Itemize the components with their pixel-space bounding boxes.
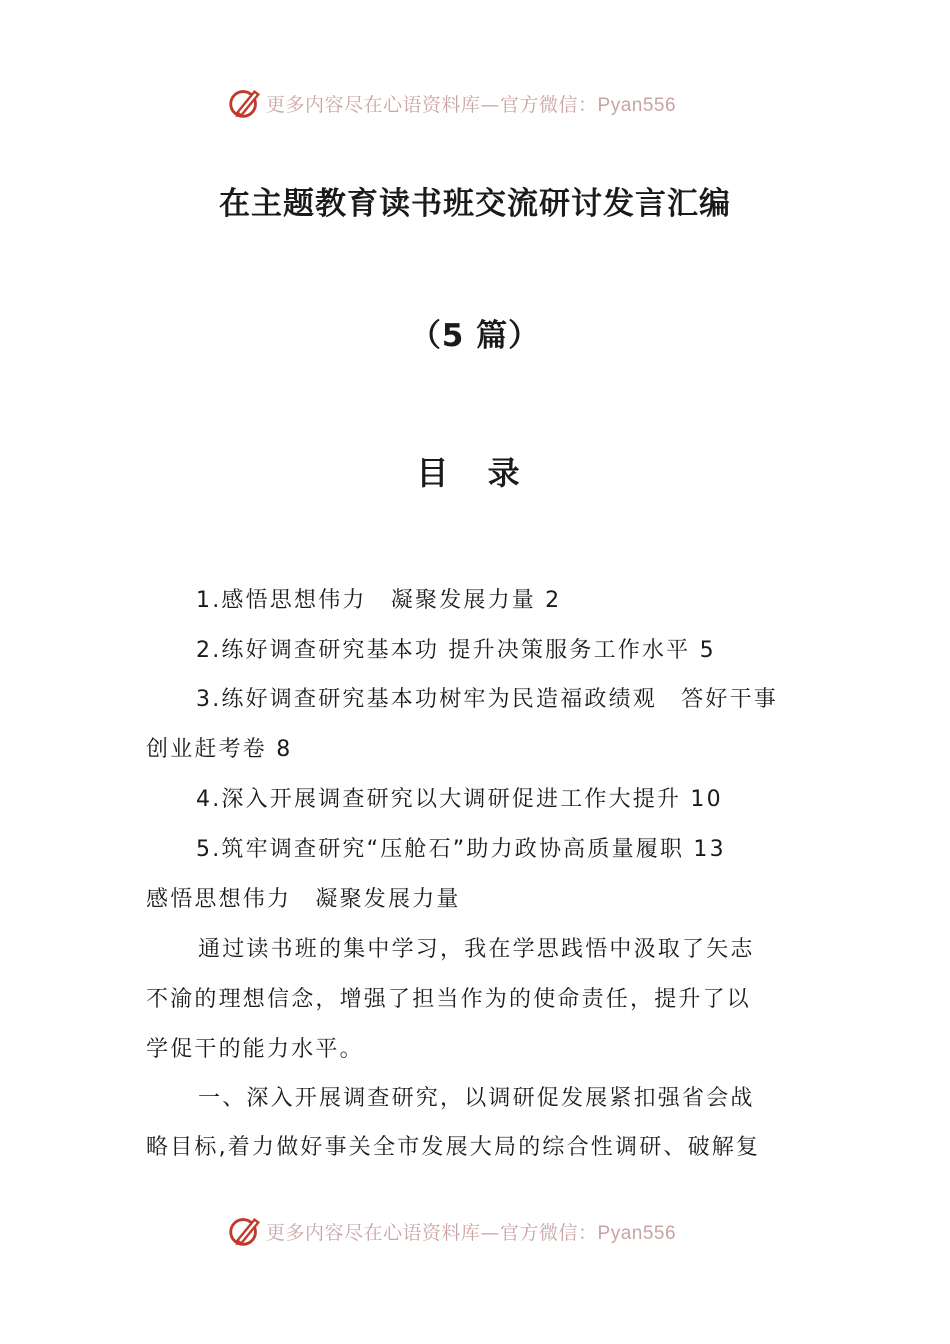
pen-logo-icon	[226, 1212, 264, 1250]
toc-item-1: 1.感悟思想伟力 凝聚发展力量 2	[196, 588, 562, 613]
toc-heading: 目 录	[416, 454, 534, 492]
toc-item-4: 4.深入开展调查研究以大调研促进工作大提升 10	[196, 787, 723, 812]
document-subtitle: （5 篇）	[409, 318, 541, 354]
watermark-text: 更多内容尽在心语资料库—官方微信：Pyan556	[266, 93, 677, 116]
toc-item-5: 5.筑牢调查研究“压舱石”助力政协高质量履职 13	[196, 837, 726, 862]
pen-logo-icon	[226, 84, 264, 122]
paragraph-2-line-1: 一、深入开展调查研究，以调研促发展紧扣强省会战	[198, 1086, 755, 1111]
paragraph-2-line-2: 略目标,着力做好事关全市发展大局的综合性调研、破解复	[146, 1135, 761, 1160]
document-title: 在主题教育读书班交流研讨发言汇编	[219, 186, 731, 222]
watermark-header	[226, 83, 746, 123]
watermark-wechat-id: Pyan556	[597, 1222, 677, 1244]
article-heading: 感悟思想伟力 凝聚发展力量	[146, 887, 461, 912]
paragraph-1-line-1: 通过读书班的集中学习，我在学思践悟中汲取了矢志	[198, 937, 755, 962]
paragraph-1-line-3: 学促干的能力水平。	[146, 1037, 364, 1062]
toc-item-3-line-1: 3.练好调查研究基本功树牢为民造福政绩观 答好干事	[196, 687, 778, 712]
toc-item-3-line-2: 创业赶考卷 8	[146, 737, 293, 762]
watermark-footer	[226, 1211, 746, 1251]
toc-item-2: 2.练好调查研究基本功 提升决策服务工作水平 5	[196, 638, 716, 663]
watermark-text: 更多内容尽在心语资料库—官方微信：Pyan556	[266, 1221, 677, 1244]
paragraph-1-line-2: 不渝的理想信念，增强了担当作为的使命责任，提升了以	[146, 987, 752, 1012]
watermark-wechat-id: Pyan556	[597, 94, 677, 116]
